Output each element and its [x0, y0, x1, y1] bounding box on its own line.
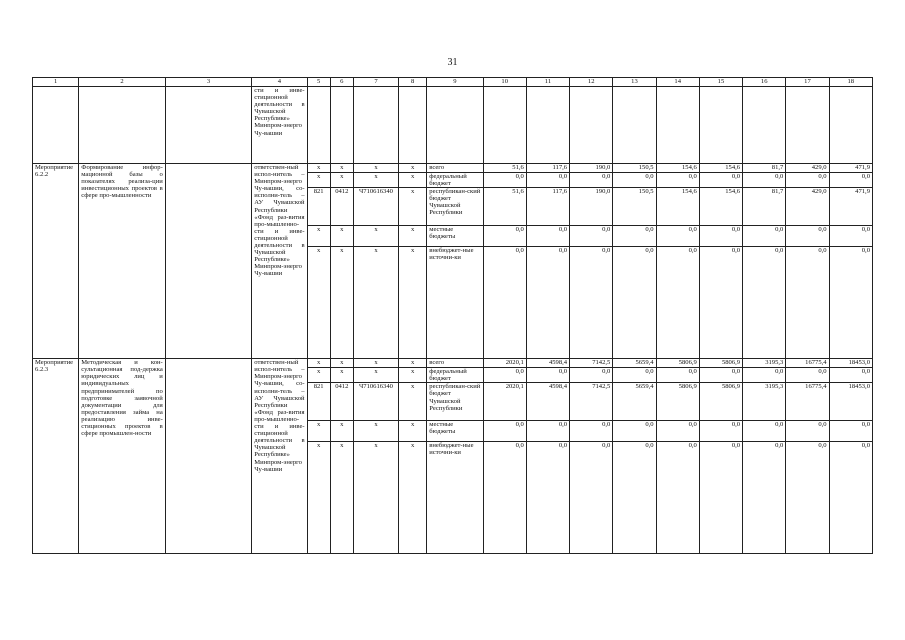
value-cell: 429,0	[786, 188, 829, 226]
value-cell: 0,0	[526, 247, 569, 359]
code-type: х	[399, 164, 427, 173]
header-cell: 8	[399, 78, 427, 87]
code-target: х	[353, 226, 398, 247]
code-section: х	[330, 247, 353, 359]
funding-source: федеральный бюджет	[427, 173, 483, 188]
header-cell: 17	[786, 78, 829, 87]
value-cell: 0,0	[786, 247, 829, 359]
header-cell: 3	[165, 78, 252, 87]
value-cell: 0,0	[829, 421, 872, 442]
value-cell: 0,0	[483, 442, 526, 554]
code-target: х	[353, 368, 398, 383]
header-cell: 14	[656, 78, 699, 87]
value-cell: 0,0	[743, 421, 786, 442]
empty-cell	[353, 87, 398, 164]
code-target: х	[353, 421, 398, 442]
header-cell: 12	[570, 78, 613, 87]
code-type: х	[399, 442, 427, 554]
value-cell: 0,0	[656, 173, 699, 188]
value-cell: 154,6	[699, 188, 742, 226]
value-cell: 0,0	[526, 368, 569, 383]
value-cell: 0,0	[743, 442, 786, 554]
value-cell: 5659,4	[613, 383, 656, 421]
value-cell: 0,0	[829, 173, 872, 188]
value-cell: 0,0	[786, 421, 829, 442]
empty-cell	[613, 87, 656, 164]
value-cell: 0,0	[613, 247, 656, 359]
executor-continuation: сти и инве-стиционной деятельности в Чувашской Республике» Минпром-энерго Чу-вашии	[252, 87, 307, 164]
code-type: х	[399, 421, 427, 442]
value-cell: 0,0	[613, 442, 656, 554]
header-cell: 11	[526, 78, 569, 87]
empty-cell	[79, 87, 166, 164]
funding-source: внебюджет-ные источни-ки	[427, 442, 483, 554]
measure-id: Мероприятие 6.2.2	[33, 164, 79, 359]
value-cell: 0,0	[483, 368, 526, 383]
code-grbs: х	[307, 164, 330, 173]
funding-source: внебюджет-ные источни-ки	[427, 247, 483, 359]
value-cell: 150,5	[613, 164, 656, 173]
value-cell: 0,0	[699, 442, 742, 554]
value-cell: 4598,4	[526, 383, 569, 421]
measure-title: Методическая и кон-сультационная под-держка юридических лиц и индивидуальных предпринимателей по подготовке заявочной документации для предоставления займа на реализацию инве-стиционных проектов в сфере промышлен-ности	[79, 359, 166, 554]
value-cell: 0,0	[743, 247, 786, 359]
empty-cell	[427, 87, 483, 164]
code-section: х	[330, 173, 353, 188]
value-cell: 3195,3	[743, 359, 786, 368]
value-cell: 0,0	[570, 421, 613, 442]
value-cell: 0,0	[829, 368, 872, 383]
value-cell: 0,0	[526, 226, 569, 247]
code-section: 0412	[330, 188, 353, 226]
header-cell: 4	[252, 78, 307, 87]
value-cell: 0,0	[786, 442, 829, 554]
value-cell: 0,0	[613, 421, 656, 442]
header-cell: 2	[79, 78, 166, 87]
code-grbs: х	[307, 359, 330, 368]
value-cell: 7142,5	[570, 359, 613, 368]
value-cell: 150,5	[613, 188, 656, 226]
value-cell: 0,0	[526, 421, 569, 442]
value-cell: 0,0	[656, 247, 699, 359]
code-type: х	[399, 173, 427, 188]
value-cell: 0,0	[743, 173, 786, 188]
value-cell: 0,0	[829, 226, 872, 247]
measure-executor: ответствен-ный испол-нитель – Минпром-энерго Чу-вашии, со-исполни-тель – АУ Чувашской Республики «Фонд раз-вития про-мышленно-сти и инве-стиционной деятельности в Чувашской Республике» Минпром-энерго Чу-вашии	[252, 359, 307, 554]
value-cell: 16775,4	[786, 383, 829, 421]
measure-title: Формирование инфор-мационной базы о показателях реализа-ции инвестиционных проектов в сфере про-мышленности	[79, 164, 166, 359]
value-cell: 0,0	[483, 421, 526, 442]
code-target: Ч710616340	[353, 383, 398, 421]
value-cell: 0,0	[570, 173, 613, 188]
funding-source: местные бюджеты	[427, 226, 483, 247]
empty-cell	[743, 87, 786, 164]
value-cell: 117,6	[526, 188, 569, 226]
empty-cell	[656, 87, 699, 164]
code-section: х	[330, 442, 353, 554]
header-cell: 13	[613, 78, 656, 87]
code-type: х	[399, 247, 427, 359]
header-cell: 16	[743, 78, 786, 87]
header-cell: 5	[307, 78, 330, 87]
value-cell: 18453,0	[829, 383, 872, 421]
code-grbs: х	[307, 173, 330, 188]
table-row	[33, 359, 873, 368]
code-type: х	[399, 383, 427, 421]
value-cell: 0,0	[786, 173, 829, 188]
header-row	[33, 78, 873, 87]
value-cell: 0,0	[656, 442, 699, 554]
value-cell: 0,0	[570, 247, 613, 359]
code-type: х	[399, 359, 427, 368]
funding-source: всего	[427, 359, 483, 368]
table-row	[33, 164, 873, 173]
value-cell: 0,0	[570, 368, 613, 383]
empty-cell	[526, 87, 569, 164]
value-cell: 51,6	[483, 164, 526, 173]
value-cell: 190,0	[570, 188, 613, 226]
empty-cell	[699, 87, 742, 164]
value-cell: 117,6	[526, 164, 569, 173]
code-target: Ч710616340	[353, 188, 398, 226]
value-cell: 5806,9	[699, 359, 742, 368]
value-cell: 0,0	[699, 173, 742, 188]
value-cell: 0,0	[570, 226, 613, 247]
value-cell: 0,0	[526, 173, 569, 188]
code-section: х	[330, 421, 353, 442]
empty-cell	[165, 164, 252, 359]
code-section: 0412	[330, 383, 353, 421]
value-cell: 4598,4	[526, 359, 569, 368]
value-cell: 0,0	[613, 173, 656, 188]
empty-cell	[307, 87, 330, 164]
empty-cell	[330, 87, 353, 164]
empty-cell	[399, 87, 427, 164]
value-cell: 2020,1	[483, 383, 526, 421]
code-type: х	[399, 368, 427, 383]
value-cell: 471,9	[829, 188, 872, 226]
empty-cell	[165, 359, 252, 554]
value-cell: 7142,5	[570, 383, 613, 421]
value-cell: 0,0	[786, 226, 829, 247]
code-grbs: х	[307, 247, 330, 359]
value-cell: 5806,9	[656, 359, 699, 368]
value-cell: 0,0	[483, 226, 526, 247]
empty-cell	[483, 87, 526, 164]
budget-table	[32, 77, 873, 554]
code-grbs: х	[307, 421, 330, 442]
code-target: х	[353, 442, 398, 554]
header-cell: 18	[829, 78, 872, 87]
empty-cell	[829, 87, 872, 164]
value-cell: 81,7	[743, 164, 786, 173]
page-number: 31	[447, 57, 458, 68]
continuation-row	[33, 87, 873, 164]
value-cell: 3195,3	[743, 383, 786, 421]
funding-source: республикан-ский бюджет Чувашской Республики	[427, 188, 483, 226]
code-type: х	[399, 188, 427, 226]
code-section: х	[330, 164, 353, 173]
code-grbs: 821	[307, 188, 330, 226]
code-grbs: х	[307, 442, 330, 554]
code-target: х	[353, 164, 398, 173]
funding-source: местные бюджеты	[427, 421, 483, 442]
value-cell: 0,0	[829, 247, 872, 359]
code-section: х	[330, 359, 353, 368]
empty-cell	[165, 87, 252, 164]
header-cell: 10	[483, 78, 526, 87]
code-section: х	[330, 368, 353, 383]
header-cell: 7	[353, 78, 398, 87]
header-cell: 6	[330, 78, 353, 87]
value-cell: 0,0	[656, 421, 699, 442]
measure-id: Мероприятие 6.2.3	[33, 359, 79, 554]
value-cell: 0,0	[743, 226, 786, 247]
value-cell: 18453,0	[829, 359, 872, 368]
empty-cell	[33, 87, 79, 164]
value-cell: 0,0	[743, 368, 786, 383]
measure-executor: ответствен-ный испол-нитель – Минпром-энерго Чу-вашии, со-исполни-тель – АУ Чувашской Республики «Фонд раз-вития про-мышленно-сти и инве-стиционной деятельности в Чувашской Республике» Минпром-энерго Чу-вашии	[252, 164, 307, 359]
value-cell: 5806,9	[656, 383, 699, 421]
value-cell: 0,0	[656, 368, 699, 383]
code-section: х	[330, 226, 353, 247]
empty-cell	[570, 87, 613, 164]
value-cell: 0,0	[570, 442, 613, 554]
header-cell: 15	[699, 78, 742, 87]
header-cell: 9	[427, 78, 483, 87]
value-cell: 0,0	[699, 247, 742, 359]
value-cell: 0,0	[829, 442, 872, 554]
value-cell: 190,0	[570, 164, 613, 173]
value-cell: 154,6	[656, 164, 699, 173]
value-cell: 51,6	[483, 188, 526, 226]
value-cell: 0,0	[786, 368, 829, 383]
value-cell: 0,0	[699, 368, 742, 383]
value-cell: 154,6	[656, 188, 699, 226]
funding-source: республикан-ский бюджет Чувашской Республики	[427, 383, 483, 421]
value-cell: 5659,4	[613, 359, 656, 368]
value-cell: 154,6	[699, 164, 742, 173]
funding-source: всего	[427, 164, 483, 173]
value-cell: 0,0	[699, 226, 742, 247]
funding-source: федеральный бюджет	[427, 368, 483, 383]
code-target: х	[353, 359, 398, 368]
code-target: х	[353, 247, 398, 359]
header-cell: 1	[33, 78, 79, 87]
value-cell: 0,0	[699, 421, 742, 442]
value-cell: 0,0	[483, 173, 526, 188]
value-cell: 5806,9	[699, 383, 742, 421]
value-cell: 16775,4	[786, 359, 829, 368]
value-cell: 2020,1	[483, 359, 526, 368]
code-grbs: 821	[307, 383, 330, 421]
code-grbs: х	[307, 368, 330, 383]
value-cell: 0,0	[526, 442, 569, 554]
code-target: х	[353, 173, 398, 188]
code-type: х	[399, 226, 427, 247]
empty-cell	[786, 87, 829, 164]
value-cell: 0,0	[656, 226, 699, 247]
value-cell: 0,0	[613, 368, 656, 383]
value-cell: 81,7	[743, 188, 786, 226]
value-cell: 429,0	[786, 164, 829, 173]
code-grbs: х	[307, 226, 330, 247]
value-cell: 471,9	[829, 164, 872, 173]
value-cell: 0,0	[613, 226, 656, 247]
value-cell: 0,0	[483, 247, 526, 359]
